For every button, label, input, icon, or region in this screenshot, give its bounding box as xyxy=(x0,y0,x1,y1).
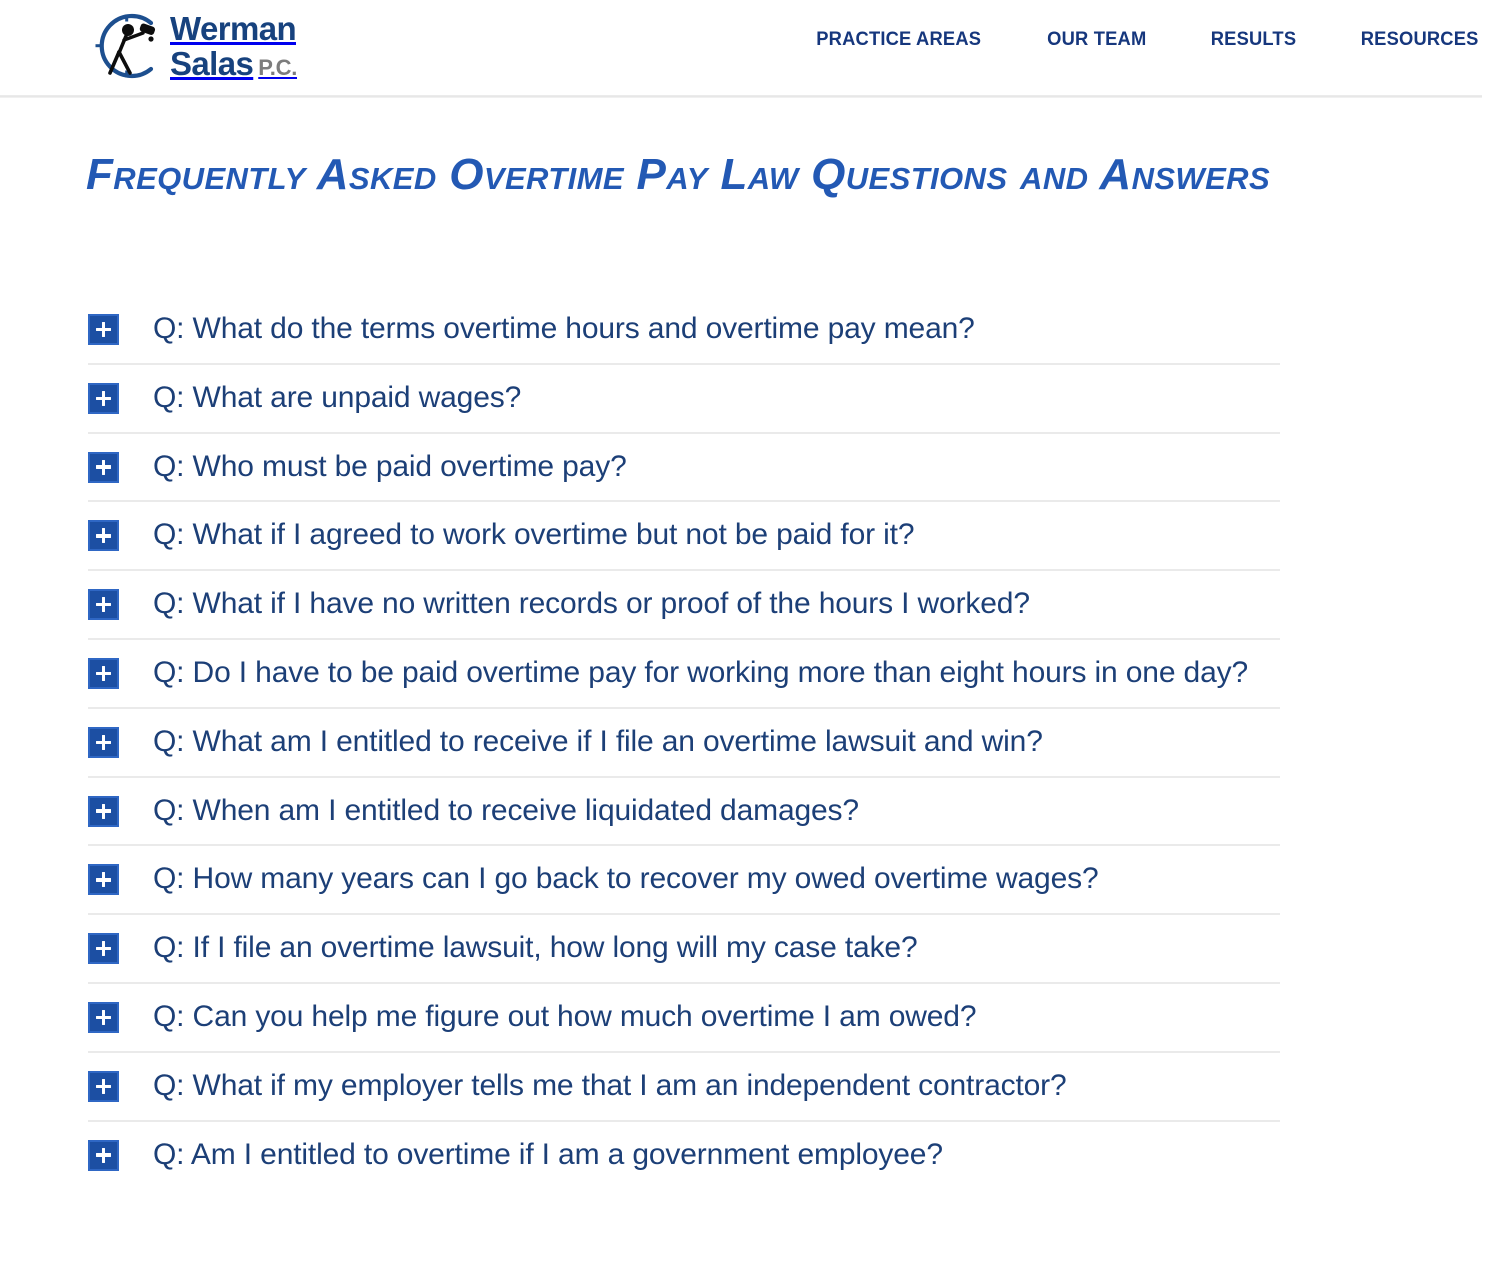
plus-icon[interactable] xyxy=(88,933,119,964)
logo-pc-text: P.C. xyxy=(258,55,298,80)
clock-gavel-figure-icon xyxy=(88,7,166,85)
faq-question: Q: What if I have no written records or proof of the hours I worked? xyxy=(153,587,1030,621)
faq-item[interactable] xyxy=(88,365,1280,434)
plus-icon[interactable] xyxy=(88,658,119,689)
logo-salas-text: Salas xyxy=(170,45,254,82)
plus-icon[interactable] xyxy=(88,520,119,551)
faq-item[interactable] xyxy=(88,434,1280,503)
faq-item[interactable] xyxy=(88,709,1280,778)
nav-resources[interactable]: RESOURCES xyxy=(1360,28,1479,50)
site-header xyxy=(0,0,1500,96)
plus-icon[interactable] xyxy=(88,1140,119,1171)
plus-icon[interactable] xyxy=(88,1002,119,1033)
faq-item[interactable] xyxy=(88,571,1280,640)
faq-question: Q: What do the terms overtime hours and overtime pay mean? xyxy=(153,312,975,345)
plus-icon[interactable] xyxy=(88,383,119,414)
faq-item[interactable] xyxy=(88,502,1280,571)
faq-question: Q: If I file an overtime lawsuit, how long will my case take? xyxy=(153,931,918,965)
faq-question: Q: What are unpaid wages? xyxy=(153,380,522,414)
faq-question: Q: Am I entitled to overtime if I am a government employee? xyxy=(153,1137,943,1171)
faq-question: Q: Can you help me figure out how much overtime I am owed? xyxy=(153,999,977,1033)
faq-list xyxy=(88,296,1280,1188)
faq-item[interactable] xyxy=(88,778,1280,847)
faq-question: Q: What am I entitled to receive if I file an overtime lawsuit and win? xyxy=(153,724,1043,758)
faq-question: Q: Who must be paid overtime pay? xyxy=(153,449,627,483)
plus-icon[interactable] xyxy=(88,796,119,827)
faq-question: Q: When am I entitled to receive liquidated damages? xyxy=(153,793,859,827)
logo-wordmark xyxy=(170,12,297,80)
faq-question: Q: What if my employer tells me that I am an independent contractor? xyxy=(153,1068,1067,1102)
faq-item[interactable] xyxy=(88,640,1280,709)
plus-icon[interactable] xyxy=(88,1071,119,1102)
header-divider xyxy=(0,95,1482,98)
logo-line-salas-pc xyxy=(170,47,297,80)
faq-question: Q: Do I have to be paid overtime pay for working more than eight hours in one day? xyxy=(153,655,1248,689)
faq-item[interactable] xyxy=(88,915,1280,984)
faq-item[interactable] xyxy=(88,1122,1280,1189)
plus-icon[interactable] xyxy=(88,452,119,483)
logo-line-werman: Werman xyxy=(170,10,296,47)
plus-icon[interactable] xyxy=(88,727,119,758)
nav-practice-areas[interactable]: PRACTICE AREAS xyxy=(815,28,981,50)
faq-item[interactable] xyxy=(88,846,1280,915)
main-navigation xyxy=(811,28,1482,51)
nav-results[interactable]: RESULTS xyxy=(1210,28,1296,50)
faq-question: Q: What if I agreed to work overtime but not be paid for it? xyxy=(153,518,915,552)
faq-item[interactable] xyxy=(88,984,1280,1053)
page-title: Frequently Asked Overtime Pay Law Questions and Answers xyxy=(86,150,1271,199)
faq-question: Q: How many years can I go back to recover my owed overtime wages? xyxy=(153,862,1099,896)
plus-icon[interactable] xyxy=(88,864,119,895)
nav-our-team[interactable]: OUR TEAM xyxy=(1047,28,1147,50)
faq-item[interactable] xyxy=(88,296,1280,365)
plus-icon[interactable] xyxy=(88,589,119,620)
plus-icon[interactable] xyxy=(88,314,119,345)
site-logo[interactable] xyxy=(88,2,297,90)
faq-item[interactable] xyxy=(88,1053,1280,1122)
